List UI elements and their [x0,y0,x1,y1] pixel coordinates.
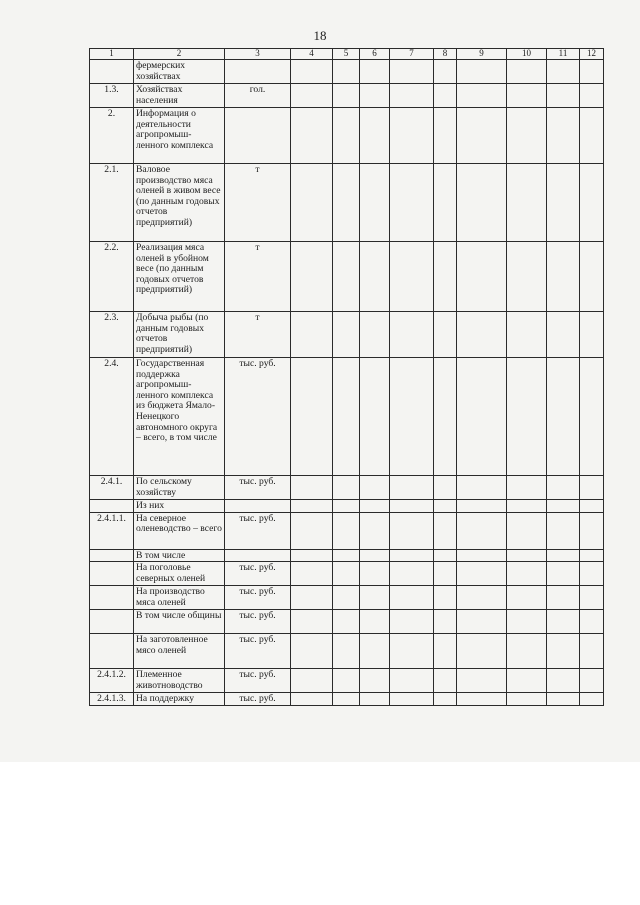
empty-cell [291,562,333,586]
empty-cell [333,562,360,586]
empty-cell [333,60,360,84]
empty-cell [390,312,434,358]
empty-cell [580,669,604,693]
empty-cell [457,476,507,500]
empty-cell [457,669,507,693]
empty-cell [291,512,333,549]
row-unit: тыс. руб. [225,586,291,610]
empty-cell [547,242,580,312]
column-header: 1 [90,49,134,60]
empty-cell [360,512,390,549]
empty-cell [360,476,390,500]
empty-cell [507,610,547,634]
column-header: 8 [434,49,457,60]
empty-cell [547,358,580,476]
table-row [90,549,604,562]
column-header: 11 [547,49,580,60]
empty-cell [291,693,333,706]
empty-cell [434,500,457,513]
empty-cell [457,242,507,312]
empty-cell [547,634,580,669]
empty-cell [580,242,604,312]
empty-cell [457,108,507,164]
empty-cell [360,669,390,693]
empty-cell [291,476,333,500]
empty-cell [390,634,434,669]
empty-cell [390,512,434,549]
table-row [90,500,604,513]
empty-cell [291,60,333,84]
row-unit [225,500,291,513]
empty-cell [580,500,604,513]
row-unit: гол. [225,84,291,108]
empty-cell [360,108,390,164]
empty-cell [390,549,434,562]
empty-cell [507,358,547,476]
empty-cell [457,610,507,634]
empty-cell [434,512,457,549]
empty-cell [390,60,434,84]
row-unit: тыс. руб. [225,476,291,500]
empty-cell [507,84,547,108]
empty-cell [360,84,390,108]
empty-cell [580,312,604,358]
empty-cell [434,242,457,312]
table-row [90,312,604,358]
empty-cell [434,562,457,586]
empty-cell [580,610,604,634]
empty-cell [360,242,390,312]
empty-cell [547,669,580,693]
empty-cell [547,164,580,242]
row-number: 2.4. [90,358,134,476]
empty-cell [580,164,604,242]
row-label: Хозяйствах населения [134,84,225,108]
empty-cell [390,610,434,634]
row-number: 2.4.1. [90,476,134,500]
empty-cell [434,108,457,164]
empty-cell [507,549,547,562]
empty-cell [390,693,434,706]
empty-cell [507,669,547,693]
row-number [90,500,134,513]
empty-cell [360,562,390,586]
row-unit: тыс. руб. [225,669,291,693]
row-label: Из них [134,500,225,513]
table-row [90,610,604,634]
empty-cell [547,549,580,562]
empty-cell [580,586,604,610]
empty-cell [457,586,507,610]
row-number: 2.3. [90,312,134,358]
empty-cell [580,693,604,706]
row-unit [225,108,291,164]
data-table [89,48,604,706]
empty-cell [360,610,390,634]
empty-cell [291,549,333,562]
empty-cell [457,562,507,586]
column-header: 7 [390,49,434,60]
empty-cell [291,312,333,358]
empty-cell [434,586,457,610]
empty-cell [507,476,547,500]
empty-cell [580,512,604,549]
row-unit: тыс. руб. [225,562,291,586]
empty-cell [291,242,333,312]
row-label: На северное оленеводство – всего [134,512,225,549]
row-unit: тыс. руб. [225,693,291,706]
table-row [90,164,604,242]
empty-cell [547,500,580,513]
empty-cell [580,60,604,84]
empty-cell [457,549,507,562]
empty-cell [457,512,507,549]
empty-cell [457,60,507,84]
empty-cell [360,549,390,562]
empty-cell [457,634,507,669]
empty-cell [390,242,434,312]
row-number: 2.4.1.3. [90,693,134,706]
row-unit: тыс. руб. [225,634,291,669]
table-row [90,84,604,108]
empty-cell [547,512,580,549]
row-number [90,586,134,610]
row-label: В том числе общины [134,610,225,634]
empty-cell [457,693,507,706]
empty-cell [291,500,333,513]
column-header: 9 [457,49,507,60]
row-number [90,562,134,586]
empty-cell [333,164,360,242]
page-number: 18 [313,28,327,43]
row-unit [225,60,291,84]
column-header: 4 [291,49,333,60]
empty-cell [360,500,390,513]
empty-cell [507,693,547,706]
empty-cell [580,562,604,586]
row-label: Добыча рыбы (по данным годовых отчетов предприятий) [134,312,225,358]
empty-cell [390,500,434,513]
empty-cell [507,634,547,669]
table-row [90,586,604,610]
table-row [90,512,604,549]
table-row [90,476,604,500]
empty-cell [390,669,434,693]
row-label: фермерских хозяйствах [134,60,225,84]
empty-cell [457,312,507,358]
row-label: На производство мяса оленей [134,586,225,610]
empty-cell [333,312,360,358]
empty-cell [291,669,333,693]
row-label: Реализация мяса оленей в убойном весе (по данным годовых отчетов предприятий) [134,242,225,312]
empty-cell [580,108,604,164]
row-label: По сельскому хозяйству [134,476,225,500]
empty-cell [434,312,457,358]
table-row [90,358,604,476]
row-unit: тыс. руб. [225,512,291,549]
empty-cell [507,312,547,358]
empty-cell [580,549,604,562]
empty-cell [360,60,390,84]
empty-cell [291,164,333,242]
empty-cell [333,242,360,312]
empty-cell [547,312,580,358]
row-number [90,549,134,562]
empty-cell [547,60,580,84]
empty-cell [507,242,547,312]
empty-cell [333,586,360,610]
empty-cell [507,512,547,549]
empty-cell [333,512,360,549]
column-header: 6 [360,49,390,60]
empty-cell [333,500,360,513]
table-row [90,60,604,84]
table-row [90,242,604,312]
empty-cell [333,84,360,108]
empty-cell [360,312,390,358]
row-number: 2. [90,108,134,164]
empty-cell [580,358,604,476]
column-header: 10 [507,49,547,60]
empty-cell [390,164,434,242]
empty-cell [547,610,580,634]
empty-cell [291,586,333,610]
row-number: 2.4.1.1. [90,512,134,549]
table-row [90,562,604,586]
table-row [90,669,604,693]
empty-cell [360,634,390,669]
row-unit: т [225,242,291,312]
empty-cell [291,634,333,669]
empty-cell [507,164,547,242]
empty-cell [390,586,434,610]
empty-cell [333,634,360,669]
empty-cell [580,634,604,669]
column-header: 2 [134,49,225,60]
empty-cell [547,693,580,706]
empty-cell [434,60,457,84]
empty-cell [434,610,457,634]
empty-cell [390,562,434,586]
empty-cell [360,586,390,610]
row-unit [225,549,291,562]
empty-cell [580,476,604,500]
table-row [90,634,604,669]
empty-cell [291,610,333,634]
empty-cell [434,84,457,108]
empty-cell [390,108,434,164]
row-label: На поголовье северных оленей [134,562,225,586]
table-row [90,693,604,706]
empty-cell [457,500,507,513]
row-unit: тыс. руб. [225,610,291,634]
empty-cell [291,84,333,108]
row-number [90,60,134,84]
row-number: 2.4.1.2. [90,669,134,693]
row-label: Государственная поддержка агропромыш-ленного комплекса из бюджета Ямало-Ненецкого автономного округа – всего, в том числе [134,358,225,476]
empty-cell [333,669,360,693]
empty-cell [291,108,333,164]
empty-cell [507,562,547,586]
column-number-row [90,49,604,60]
empty-cell [291,358,333,476]
empty-cell [434,634,457,669]
empty-cell [360,693,390,706]
empty-cell [507,500,547,513]
empty-cell [333,108,360,164]
row-number [90,610,134,634]
empty-cell [360,164,390,242]
empty-cell [434,358,457,476]
empty-cell [547,108,580,164]
column-header: 5 [333,49,360,60]
empty-cell [547,476,580,500]
row-label: Информация о деятельности агропромыш-ленного комплекса [134,108,225,164]
empty-cell [434,549,457,562]
empty-cell [333,476,360,500]
empty-cell [333,358,360,476]
empty-cell [333,693,360,706]
empty-cell [507,60,547,84]
row-label: Племенное животноводство [134,669,225,693]
row-label: В том числе [134,549,225,562]
row-unit: тыс. руб. [225,358,291,476]
column-header: 12 [580,49,604,60]
empty-cell [434,669,457,693]
empty-cell [457,164,507,242]
empty-cell [507,108,547,164]
row-number: 2.1. [90,164,134,242]
row-label: На заготовленное мясо оленей [134,634,225,669]
empty-cell [434,693,457,706]
empty-cell [547,562,580,586]
empty-cell [360,358,390,476]
empty-cell [547,84,580,108]
row-number [90,634,134,669]
row-unit: т [225,164,291,242]
empty-cell [547,586,580,610]
empty-cell [333,610,360,634]
row-number: 2.2. [90,242,134,312]
empty-cell [434,476,457,500]
column-header: 3 [225,49,291,60]
empty-cell [390,84,434,108]
row-unit: т [225,312,291,358]
empty-cell [457,358,507,476]
empty-cell [390,358,434,476]
empty-cell [333,549,360,562]
empty-cell [434,164,457,242]
table-row [90,108,604,164]
empty-cell [580,84,604,108]
row-label: На поддержку [134,693,225,706]
row-label: Валовое производство мяса оленей в живом весе (по данным годовых отчетов предприятий) [134,164,225,242]
empty-cell [390,476,434,500]
empty-cell [507,586,547,610]
empty-cell [457,84,507,108]
row-number: 1.3. [90,84,134,108]
